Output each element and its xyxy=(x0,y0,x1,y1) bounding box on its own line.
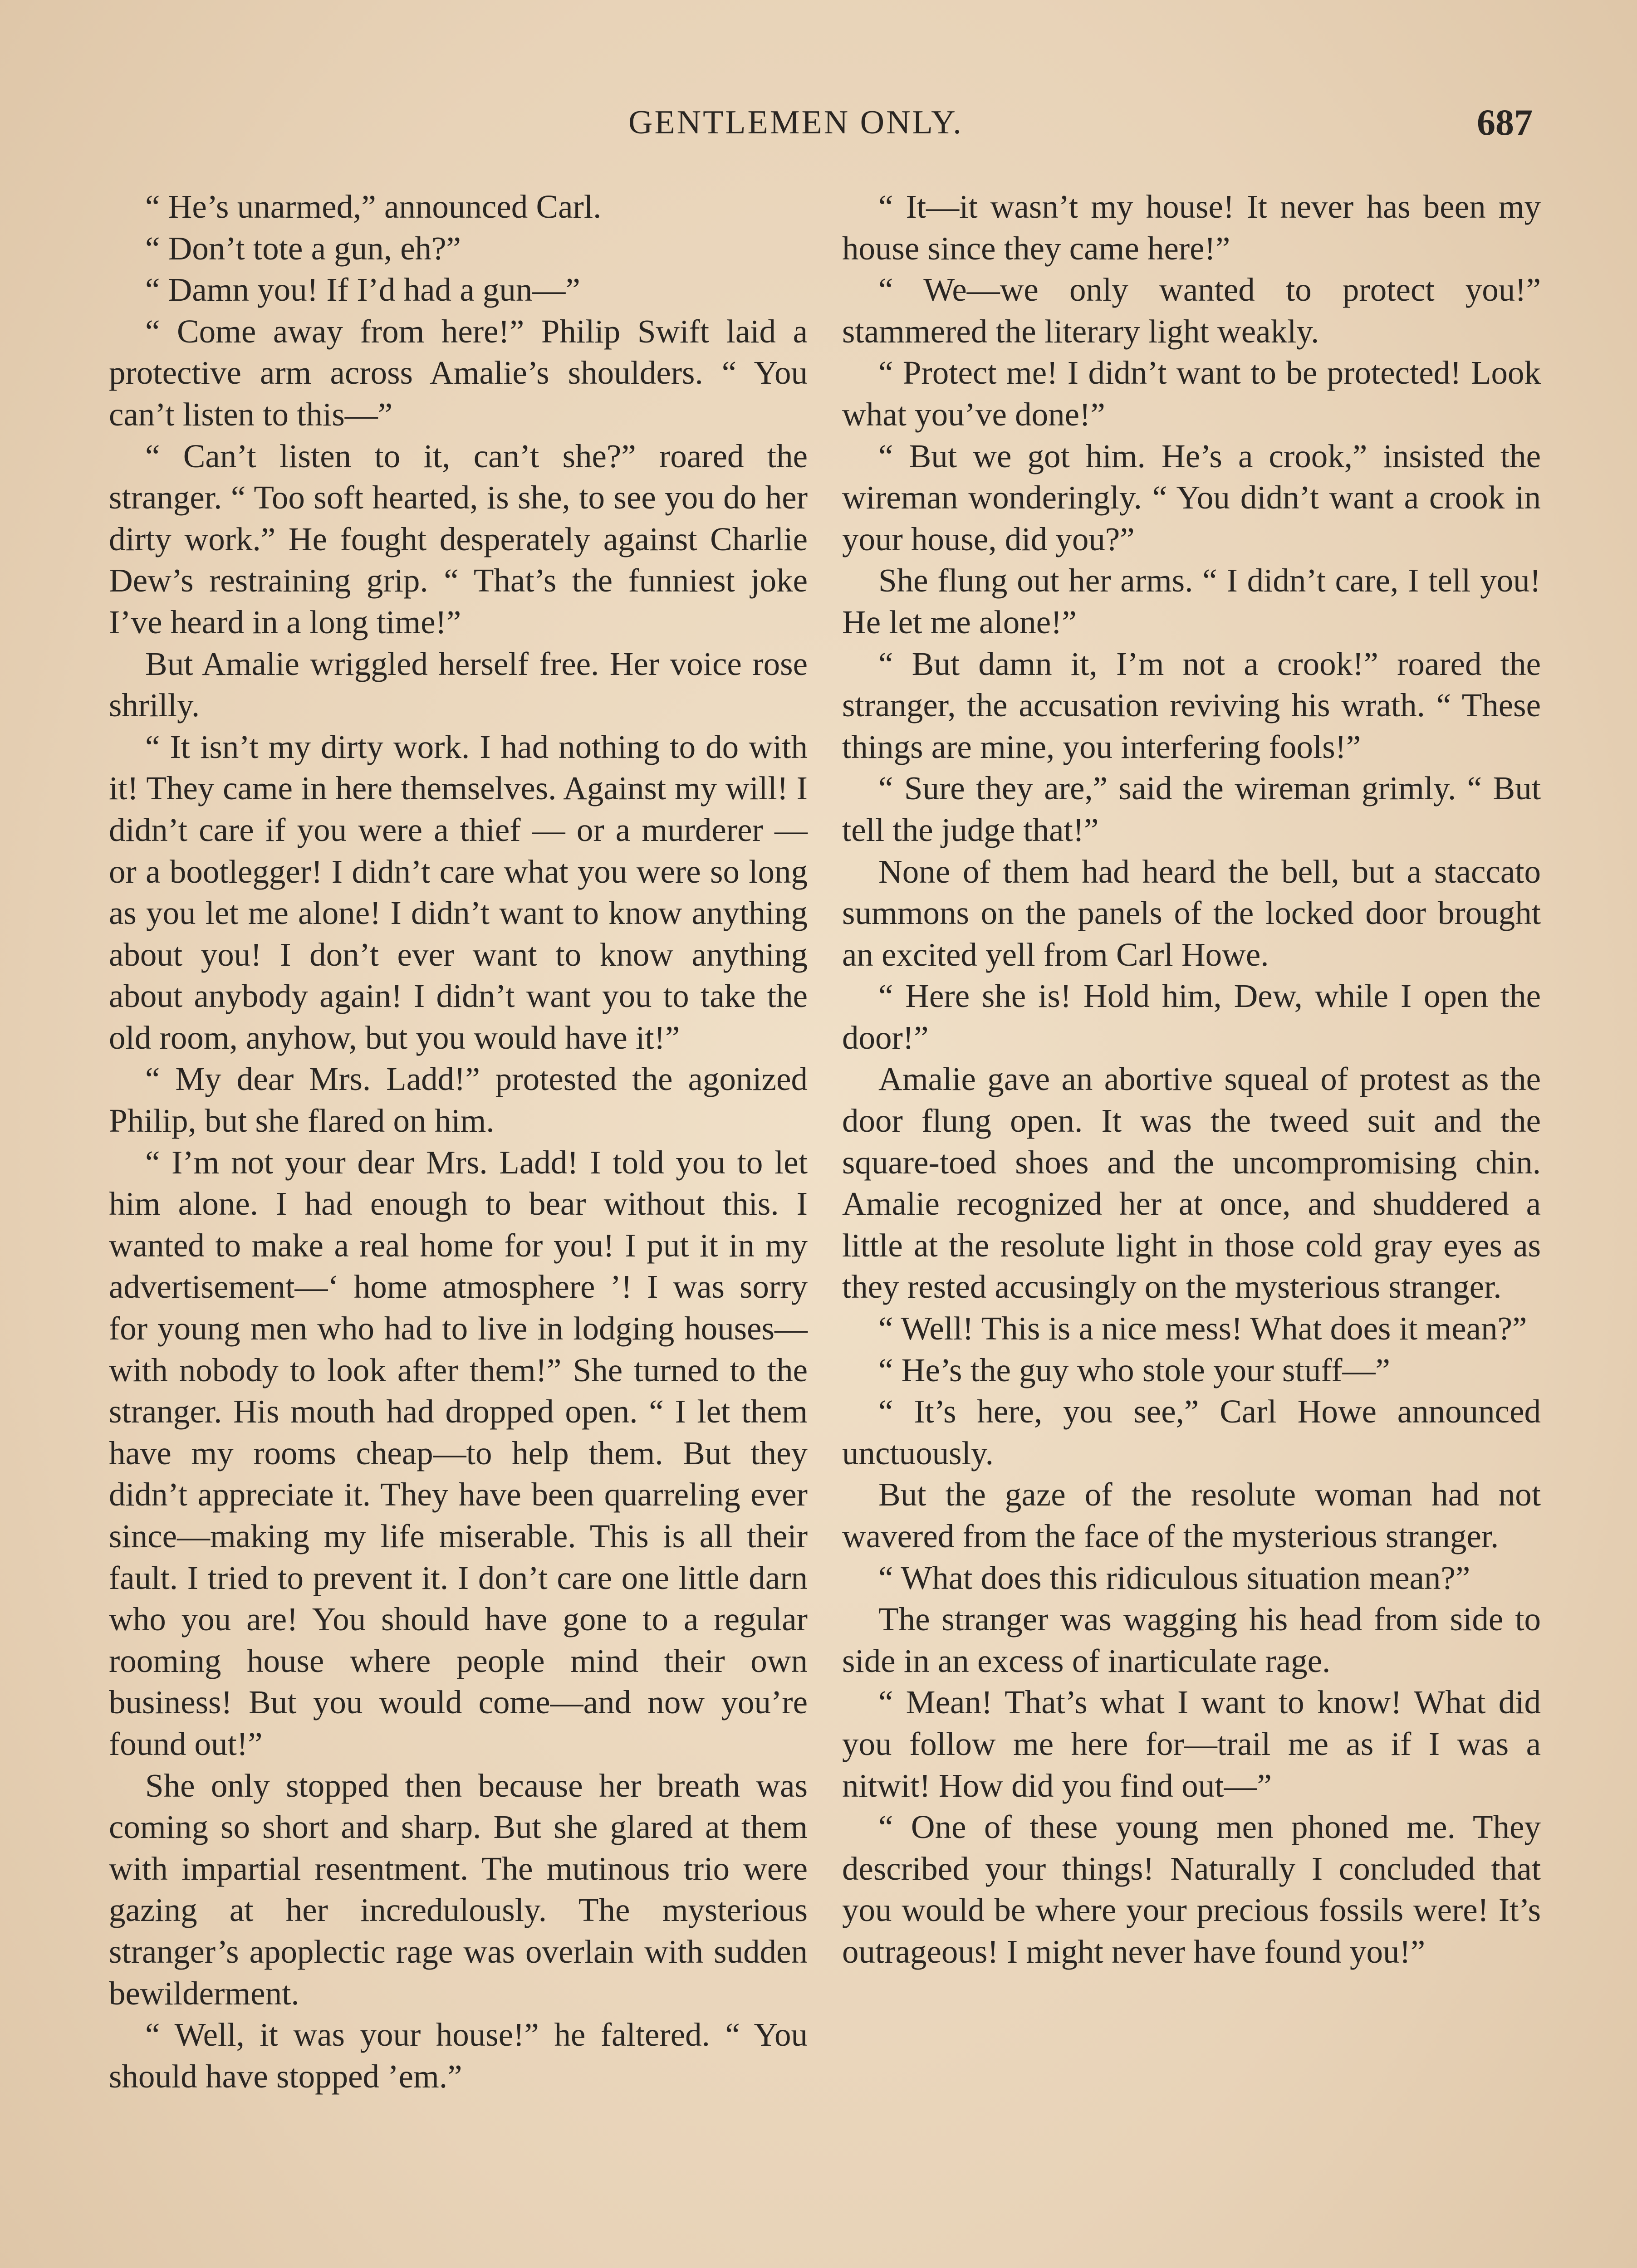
running-head: GENTLEMEN ONLY. xyxy=(628,104,963,141)
paragraph: Amalie gave an abortive squeal of protest as the door flung open. It was the tweed suit and the square-toed shoes and the uncompromising chin. Amalie recognized her at once, and shuddered a little at the resolute light in those cold gray eyes as they rested accusingly on the mysterious stranger. xyxy=(842,1061,1541,1305)
paragraph: “ Protect me! I didn’t want to be protected! Look what you’ve done!” xyxy=(842,354,1541,433)
paragraph: “ Here she is! Hold him, Dew, while I open the door!” xyxy=(842,978,1541,1056)
paragraph: “ It—it wasn’t my house! It never has been my house since they came here!” xyxy=(842,188,1541,267)
paragraph: “ Well, it was your house!” he faltered. “ You should have stopped ’em.” xyxy=(109,2016,808,2095)
paragraph: “ One of these young men phoned me. They described your things! Naturally I concluded that you would be where your precious fossils were! It’s outrageous! I might never have found you!” xyxy=(842,1809,1541,1970)
paragraph: “ My dear Mrs. Ladd!” protested the agonized Philip, but she flared on him. xyxy=(109,1061,808,1139)
paragraph: “ Damn you! If I’d had a gun—” xyxy=(145,271,580,308)
paragraph: “ Can’t listen to it, can’t she?” roared the stranger. “ Too soft hearted, is she, to see you do her dirty work.” He fought desperately against Charlie Dew’s restraining grip. “ That’s the funniest joke I’ve heard in a long time!” xyxy=(109,437,808,640)
paragraph: “ Sure they are,” said the wireman grimly. “ But tell the judge that!” xyxy=(842,770,1541,848)
paragraph: The stranger was wagging his head from side to side in an excess of inarticulate rage. xyxy=(842,1601,1541,1679)
paragraph: She flung out her arms. “ I didn’t care, I tell you! He let me alone!” xyxy=(842,562,1541,640)
page-header xyxy=(0,100,1637,145)
paragraph: “ What does this ridiculous situation mean?” xyxy=(878,1559,1470,1596)
paragraph: “ I’m not your dear Mrs. Ladd! I told you to let him alone. I had enough to bear without this. I wanted to make a real home for you! I put it in my advertisement—‘ home atmosphere ’! I was sorry for young men who had to live in lodging houses—with nobody to look after them!” She turned to the stranger. His mouth had dropped open. “ I let them have my rooms cheap—to help them. But they didn’t appreciate it. They have been quarreling ever since—making my life miserable. This is all their fault. I tried to prevent it. I don’t care one little darn who you are! You should have gone to a regular rooming house where people mind their own business! But you would come—and now you’re found out!” xyxy=(109,1144,808,1762)
paragraph: “ We—we only wanted to protect you!” stammered the literary light weakly. xyxy=(842,271,1541,350)
paragraph: “ Come away from here!” Philip Swift laid a protective arm across Amalie’s shoulders. “ You can’t listen to this—” xyxy=(109,313,808,433)
paragraph: “ But we got him. He’s a crook,” insisted the wireman wonderingly. “ You didn’t want a crook in your house, did you?” xyxy=(842,437,1541,557)
paragraph: “ Mean! That’s what I want to know! What did you follow me here for—trail me as if I was a nitwit! How did you find out—” xyxy=(842,1684,1541,1804)
paragraph: “ But damn it, I’m not a crook!” roared the stranger, the accusation reviving his wrath. “ These things are mine, you interfering fools!” xyxy=(842,645,1541,765)
paragraph: “ It isn’t my dirty work. I had nothing to do with it! They came in here themselves. Against my will! I didn’t care if you were a thief — or a murderer — or a bootlegger! I didn’t care what you were so long as you let me alone! I didn’t want to know anything about you! I don’t ever want to know anything about anybody again! I didn’t want you to take the old room, anyhow, but you would have it!” xyxy=(109,728,808,1056)
paragraph: But the gaze of the resolute woman had not wavered from the face of the mysterious stranger. xyxy=(842,1476,1541,1554)
paragraph: None of them had heard the bell, but a staccato summons on the panels of the locked door brought an excited yell from Carl Howe. xyxy=(842,853,1541,973)
paragraph: “ He’s unarmed,” announced Carl. xyxy=(145,188,602,225)
paragraph: “ He’s the guy who stole your stuff—” xyxy=(878,1351,1390,1388)
paragraph: “ Don’t tote a gun, eh?” xyxy=(145,230,461,267)
paragraph: But Amalie wriggled herself free. Her voice rose shrilly. xyxy=(109,645,808,724)
right-column xyxy=(842,186,1541,1973)
left-column xyxy=(109,186,808,2097)
paragraph: “ It’s here, you see,” Carl Howe announced unctuously. xyxy=(842,1393,1541,1471)
paragraph: “ Well! This is a nice mess! What does it mean?” xyxy=(878,1310,1527,1347)
paragraph: She only stopped then because her breath was coming so short and sharp. But she glared at them with impartial resentment. The mutinous trio were gazing at her incredulously. The mysterious stranger’s apoplectic rage was overlain with sudden bewilderment. xyxy=(109,1767,808,2012)
page-number: 687 xyxy=(1477,102,1533,143)
